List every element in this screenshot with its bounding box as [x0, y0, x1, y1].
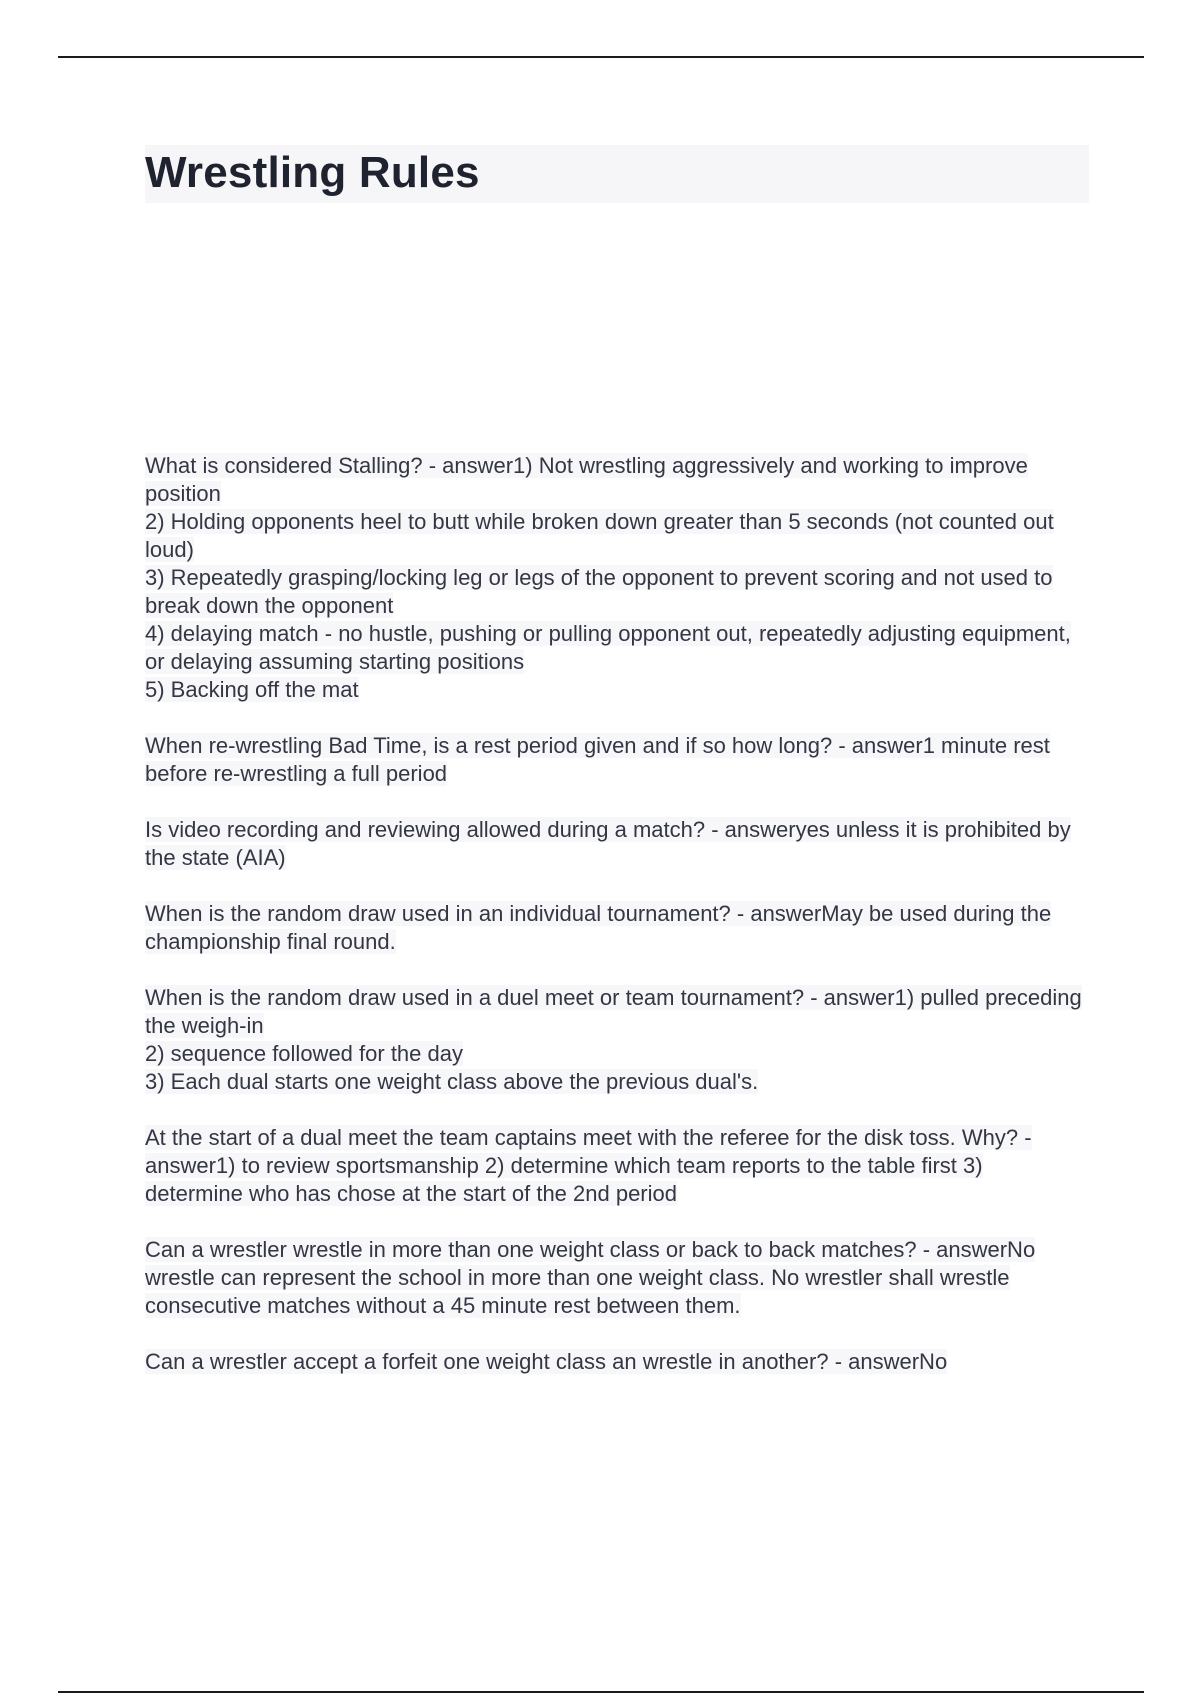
qa-line: [145, 1124, 1085, 1208]
qa-list: [145, 452, 1085, 1404]
qa-item-video: [145, 816, 1085, 872]
qa-item-weight-class: [145, 1236, 1085, 1320]
qa-line: [145, 984, 1085, 1040]
document-title: Wrestling Rules: [145, 148, 480, 197]
qa-line: [145, 564, 1085, 620]
qa-item-random-draw-dual: [145, 984, 1085, 1096]
qa-text: When re-wrestling Bad Time, is a rest period given and if so how long? - answer1 minute rest before re-wrestling a full period: [145, 733, 1050, 786]
qa-line: [145, 676, 1085, 704]
qa-line: [145, 1236, 1085, 1320]
qa-item-random-draw-individual: [145, 900, 1085, 956]
top-divider: [58, 56, 1144, 58]
qa-line: [145, 1068, 1085, 1096]
qa-line: [145, 620, 1085, 676]
qa-line: [145, 452, 1085, 508]
qa-line: [145, 1348, 1085, 1376]
qa-text: When is the random draw used in a duel meet or team tournament? - answer1) pulled preceding the weigh-in: [145, 985, 1082, 1038]
qa-text: 3) Repeatedly grasping/locking leg or legs of the opponent to prevent scoring and not used to break down the opponent: [145, 565, 1053, 618]
qa-text: 2) Holding opponents heel to butt while broken down greater than 5 seconds (not counted out loud): [145, 509, 1054, 562]
qa-item-stalling: [145, 452, 1085, 704]
qa-text: Can a wrestler wrestle in more than one weight class or back to back matches? - answerNo wrestle can represent the school in more than one weight class. No wrestler shall wrestle consecutive matches without a 45 minute rest between them.: [145, 1237, 1036, 1318]
qa-text: 3) Each dual starts one weight class above the previous dual's.: [145, 1069, 759, 1094]
qa-text: What is considered Stalling? - answer1) Not wrestling aggressively and working to improve position: [145, 453, 1028, 506]
qa-item-disk-toss: [145, 1124, 1085, 1208]
qa-text: 5) Backing off the mat: [145, 677, 359, 702]
qa-text: 2) sequence followed for the day: [145, 1041, 463, 1066]
qa-text: At the start of a dual meet the team captains meet with the referee for the disk toss. Why? - answer1) to review sportsmanship 2) determine which team reports to the table first 3) determine who has chose at the start of the 2nd period: [145, 1125, 1032, 1206]
qa-item-forfeit: [145, 1348, 1085, 1376]
qa-text: When is the random draw used in an individual tournament? - answerMay be used during the championship final round.: [145, 901, 1052, 954]
qa-item-bad-time: [145, 732, 1085, 788]
qa-line: [145, 900, 1085, 956]
qa-line: [145, 732, 1085, 788]
qa-text: 4) delaying match - no hustle, pushing or pulling opponent out, repeatedly adjusting equipment, or delaying assuming starting positions: [145, 621, 1071, 674]
qa-text: Is video recording and reviewing allowed during a match? - answeryes unless it is prohibited by the state (AIA): [145, 817, 1071, 870]
qa-text: Can a wrestler accept a forfeit one weight class an wrestle in another? - answerNo: [145, 1349, 948, 1374]
qa-line: [145, 1040, 1085, 1068]
qa-line: [145, 508, 1085, 564]
qa-line: [145, 816, 1085, 872]
bottom-divider: [58, 1691, 1144, 1693]
